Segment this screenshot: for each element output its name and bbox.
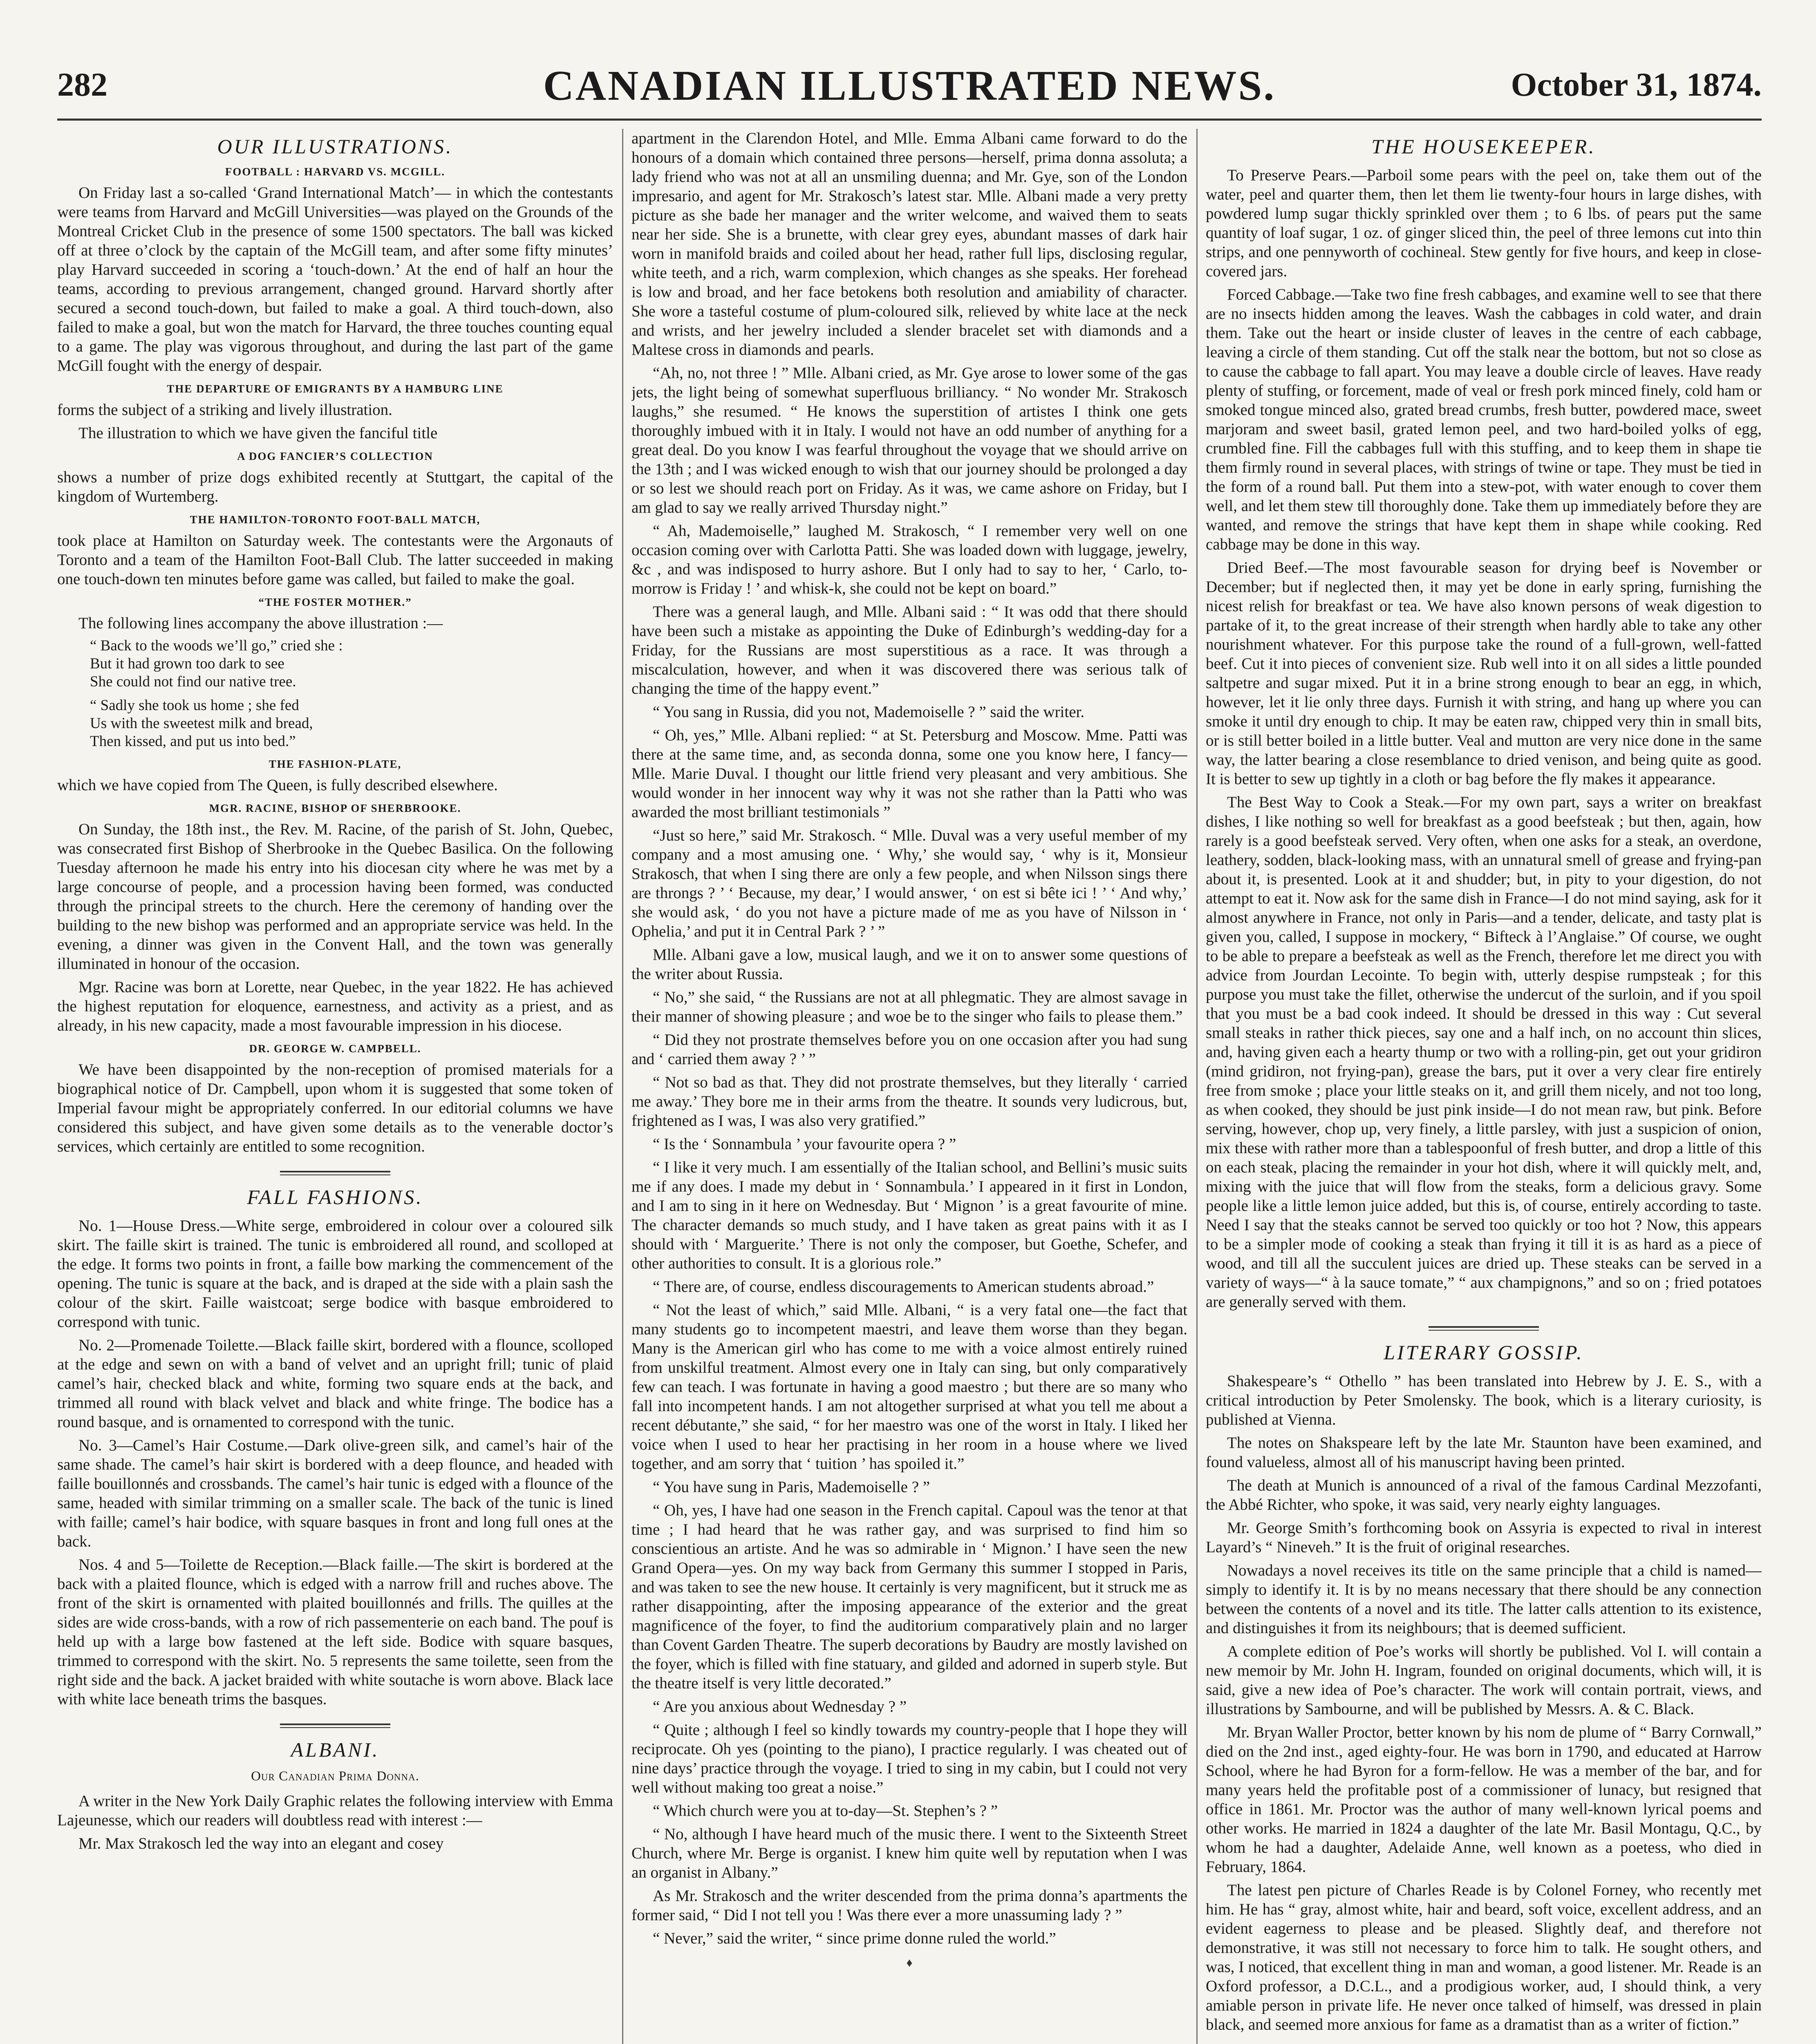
paragraph: On Friday last a so-called ‘Grand International Match’— in which the contestants were teams from Harvard and McGill Universities—was played on the Grounds of the Montreal Cricket Club in the presence of some 1500 spectators. The ball was kicked off at three o’clock by the captain of the McGill team, and after some fifty minutes’ play Harvard succeeded in scoring a ‘touch-down.’ At the end of half an hour the teams, according to previous arrangement, changed ground. Harvard shortly after secured a second touch-down, but failed to make a goal. A third touch-down, also failed to make a goal, but won the match for Harvard, the three touches counting equal to a game. The play was vigorous throughout, and during the last part of the game McGill fought with the energy of despair. [57, 184, 613, 374]
paragraph: “ Never,” said the writer, “ since prime donne ruled the world.” [653, 1930, 1056, 1947]
paragraph: “ Which church were you at to-day—St. Stephen’s ? ” [653, 1802, 998, 1820]
poem-stanza [90, 637, 613, 691]
paragraph: A writer in the New York Daily Graphic relates the following interview with Emma Lajeunesse, which our readers will doubtless read with interest :— [57, 1792, 613, 1829]
verse-line: She could not find our native tree. [90, 673, 296, 690]
paragraph: Shakespeare’s “ Othello ” has been translated into Hebrew by J. E. S., with a critical introduction by Peter Smolensky. The book, which is a literary curiosity, is published at Vienna. [1206, 1372, 1762, 1428]
masthead [57, 61, 1762, 110]
paragraph: A complete edition of Poe’s works will shortly be published. Vol I. will contain a new memoir by Mr. John H. Ingram, founded on original documents, which will, it is said, give a new idea of Poe’s character. The work will contain portrait, views, and illustrations by Sambourne, and will be published by Messrs. A. & C. Black. [1206, 1643, 1762, 1718]
paragraph: “ Not the least of which,” said Mlle. Albani, “ is a very fatal one—the fact that many students go to incompetent maestri, and leave them worse than they began. Many is the American girl who has come to me with a voice almost entirely ruined from unskilful treatment. Almost every one in Italy can sing, but only comparatively few can teach. I was fortunate in having a good maestro ; but there are so many who fall into incompetent hands. I am not altogether surprised at what you tell me about a recent débutante,” she said, “ for her maestro was one of the worst in Italy. I liked her voice when I used to hear her practising in her room in a house where we lived together, and am sorry that ‘ tuition ’ has spoiled it.” [631, 1301, 1187, 1472]
verse-line: “ Sadly she took us home ; she fed [90, 697, 299, 714]
paragraph: No. 1—House Dress.—White serge, embroidered in colour over a coloured silk skirt. The faille skirt is trained. The tunic is embroidered all round, and scolloped at the edge. It forms two points in front, a faille bow marking the commencement of the opening. The tunic is square at the back, and is draped at the side with a plain sash the colour of the skirt. Faille waistcoat; serge bodice with basque embroidered to correspond with tunic. [57, 1217, 613, 1331]
masthead-rule [57, 119, 1762, 121]
subheading: THE FASHION-PLATE, [269, 758, 402, 770]
paragraph: The following lines accompany the above illustration :— [78, 614, 443, 632]
paragraph: “ Oh, yes,” Mlle. Albani replied: “ at St. Petersburg and Moscow. Mme. Patti was there at the same time, and, as seconda donna, some one you know here, I fancy—Mlle. Marie Duval. I thought our little friend very pleasant and very ambitious. She would wonder in her innocent way why it was not she rather than la Patti who was awarded the most brilliant testimonials ” [631, 726, 1187, 821]
subheading: A DOG FANCIER’S COLLECTION [237, 450, 433, 462]
paragraph: Forced Cabbage.—Take two fine fresh cabbages, and examine well to see that there are no insects hidden among the leaves. Wash the cabbages in cold water, and drain them. Take out the heart or inside cluster of leaves in the centre of each cabbage, leaving a circle of them standing. Cut off the stalk near the bottom, but not so close as to cause the cabbage to fall apart. You may leave a double circle of leaves. Have ready plenty of stuffing, or forcement, made of veal or fresh pork minced finely, cold ham or smoked tongue minced also, grated bread crumbs, fresh butter, powdered mace, sweet marjoram and sweet basil, grated lemon peel, and two hard-boiled yolks of egg, crumbled fine. Fill the cabbages full with this stuffing, and to keep them in shape tie them firmly round in several places, with strings of twine or tape. They must be tied in the form of a round ball. Put them into a stew-pot, with water enough to cover them well, and let them stew till thoroughly done. Take them up immediately before they are wanted, and remove the strings that have kept them in shape while cooking. Red cabbage may be done in this way. [1206, 286, 1762, 553]
paragraph: Dried Beef.—The most favourable season for drying beef is November or December; but if neglected then, it may yet be done in early spring, furnishing the nicest relish for breakfast or tea. We have also known persons of weak digestion to partake of it, to the great increase of their strength when hardly able to take any other nourishment whatever. For this purpose take the round of a full-grown, well-fatted beef. Cut it into pieces of convenient size. Rub well into it on all sides a little pounded saltpetre and sugar mixed. Put it in a brine strong enough to bear an egg, in which, however, let it lie only three days. Furnish it with string, and hang up where you can smoke it until dry enough to chip. It may be eaten raw, chipped very thin in small bits, or is still better boiled in a little butter. Veal and mutton are very nice done in the same way, the latter bearing a close resemblance to dried venison, and being quite as good. It is better to sew up tightly in a cloth or bag before the fly makes it appearance. [1206, 559, 1762, 788]
newspaper-title: CANADIAN ILLUSTRATED NEWS. [543, 62, 1276, 109]
paragraph: Nowadays a novel receives its title on the same principle that a child is named—simply to identify it. It is by no means necessary that there should be any connection between the contents of a novel and its title. The latter calls attention to its existence, and distinguishes it from its neighbours; that is deemed sufficient. [1206, 1562, 1762, 1637]
paragraph: The notes on Shakspeare left by the late Mr. Staunton have been examined, and found valueless, almost all of his manuscript having been printed. [1206, 1434, 1762, 1471]
paragraph: “ Are you anxious about Wednesday ? ” [653, 1698, 907, 1715]
section-heading-literary-gossip: LITERARY GOSSIP. [1384, 1341, 1584, 1364]
paragraph: The latest pen picture of Charles Reade is by Colonel Forney, who recently met him. He has “ gray, almost white, hair and beard, soft voice, excellent address, and an evident eagerness to please and be pleased. Slightly deaf, and therefore not demonstrative, it was still not necessary to force him to talk. He sought others, and was, I noticed, that excellent thing in man and woman, a good listener. Mr. Reade is an Oxford professor, a D.C.L., and a prodigious worker, aud, I should think, a very amiable person in private life. He never once talked of himself, was dressed in plain black, and seemed more anxious for fame as a dramatist than as a writer of fiction.” [1206, 1881, 1762, 2033]
paragraph: “Ah, no, not three ! ” Mlle. Albani cried, as Mr. Gye arose to lower some of the gas jets, the light being of somewhat superfluous brilliancy. “ No wonder Mr. Strakosch laughs,” she resumed. “ He knows the superstition of artistes I think one gets thoroughly imbued with it in Italy. I would not have an odd number of anything for a great deal. Do you know I was fearful throughout the voyage that we should arrive on the 13th ; and I was wicked enough to wish that our journey should be prolonged a day or so lest we should reach port on Friday. As it was, we came ashore on Friday, but I am glad to say we really arrived Thursday night.” [631, 364, 1187, 516]
poem-stanza [90, 697, 613, 751]
column-1 [57, 129, 613, 2044]
paragraph: The illustration to which we have given the fanciful title [78, 424, 438, 442]
paragraph: “ Ah, Mademoiselle,” laughed M. Strakosch, “ I remember very well on one occasion coming over with Carlotta Patti. She was loaded down with luggage, jewelry, &c , and was indisposed to hurry ashore. But I only had to say to her, ‘ Carlo, to-morrow is Friday ! ’ and whisk-k, she could not be kept on board.” [631, 522, 1187, 597]
subheading: THE HAMILTON-TORONTO FOOT-BALL MATCH, [190, 513, 481, 526]
paragraph: “ Is the ‘ Sonnambula ’ your favourite opera ? ” [653, 1135, 956, 1153]
paragraph: “ I like it very much. I am essentially of the Italian school, and Bellini’s music suits me if any does. I made my debut in ‘ Sonnambula.’ I appeared in it first in London, and I am to sing in it here on Wednesday. But ‘ Mignon ’ is a great favourite of mine. The character demands so much study, and I have taken as great pains with it as I should with ‘ Marguerite.’ There is not only the composer, but Goethe, Schefer, and other authorities to consult. It is a glorious role.” [631, 1159, 1187, 1272]
paragraph: “ No, although I have heard much of the music there. I went to the Sixteenth Street Church, where Mr. Berge is organist. I knew him quite well by reputation when I was an organist in Albany.” [631, 1825, 1187, 1881]
paragraph: took place at Hamilton on Saturday week. The contestants were the Argonauts of Toronto and a team of the Hamilton Foot-Ball Club. The latter succeeded in making one touch-down ten minutes before game was called, but failed to make the goal. [57, 532, 613, 588]
paragraph: “ There are, of course, endless discouragements to American students abroad.” [653, 1278, 1154, 1295]
paragraph: Mr. Bryan Waller Proctor, better known by his nom de plume of “ Barry Cornwall,” died on the 2nd inst., aged eighty-four. He was born in 1790, and educated at Harrow School, where he had Byron for a form-fellow. He was a member of the bar, and for many years held the profitable post of a commissioner of lunacy, but resigned that office in 1861. Mr. Proctor was the author of many well-known lyrical poems and other works. He married in 1824 a daughter of the late Mr. Basil Montagu, Q.C., by whom he had a daughter, Adelaide Anne, well known as a poetess, who died in February, 1864. [1206, 1724, 1762, 1876]
paragraph: which we have copied from The Queen, is fully described elsewhere. [57, 776, 498, 794]
paragraph: Mgr. Racine was born at Lorette, near Quebec, in the year 1822. He has achieved the highest reputation for eloquence, earnestness, and activity as a priest, and as already, in his new capacity, made a most favourable impression in his diocese. [57, 978, 613, 1034]
subheading: DR. GEORGE W. CAMPBELL. [249, 1042, 421, 1055]
paragraph: Mr. Max Strakosch led the way into an elegant and cosey [78, 1835, 444, 1852]
paragraph: Mr. George Smith’s forthcoming book on Assyria is expected to rival in interest Layard’s “ Nineveh.” It is the fruit of original researches. [1206, 1519, 1762, 1556]
column-divider [1196, 129, 1198, 2044]
paragraph: “ Did they not prostrate themselves before you on one occasion after you had sung and ‘ carried them away ? ’ ” [631, 1031, 1187, 1068]
issue-date: October 31, 1874. [1511, 66, 1762, 103]
paragraph: Mlle. Albani gave a low, musical laugh, and we it on to answer some questions of the writer about Russia. [631, 946, 1187, 983]
paragraph: The Best Way to Cook a Steak.—For my own part, says a writer on breakfast dishes, I like nothing so well for breakfast as a good beefsteak ; but then, again, how rarely is a good beefsteak served. Very often, when one asks for a steak, an overdone, leathery, sodden, black-looking mass, with an unnatural smell of grease and frying-pan about it, is presented. Look at it and shudder; but, in pity to your digestion, do not attempt to eat it. Now ask for the same dish in France—I do not mind saying, ask for it almost anywhere in France, not only in Paris—and a tender, delicate, and tasty plat is given you, called, I suppose in mockery, “ Bifteck à l’Anglaise.” Of course, we ought to be able to prepare a beefsteak as well as the French, therefore let me direct you with advice from Jourdan Lecointe. To begin with, utterly despise rumpsteak ; for this purpose you must take the fillet, otherwise the undercut of the surloin, and if you spoil that you must be a bad cook indeed. It should be dressed in this way : Cut several small steaks in rather thick pieces, say one and a half inch, on no account thin slices, and, having given each a hearty thump or two with a rolling-pin, get out your gridiron (mind gridiron, not frying-pan), grease the bars, put it over a very clear fire entirely free from smoke ; place your little steaks on it, and grill them nicely, and not too long, as when cooked, they should be just pink inside—I do not mean raw, but pink. Before serving, however, chop up, very finely, a little parsley, with just a suspicion of onion, mix these with rather more than a tablespoonful of fresh butter, and drop a little of this on each steak, placing the remainder in your hot dish, where it will quickly melt, and, mixing with the juice that will flow from the steaks, form a delicious gravy. Some people like a little lemon juice added, but this is, of course, entirely according to taste. Need I say that the steaks cannot be served too quickly or too hot ? Now, this appears to be a simpler mode of cooking a steak than frying it till it is as hard as a piece of wood, and till all the succulent juices are dried up. These steaks can be served in a variety of ways—“ à la sauce tomate,” “ aux champignons,” and so on ; fried potatoes are generally served with them. [1206, 793, 1762, 1311]
paragraph: forms the subject of a striking and lively illustration. [57, 401, 392, 419]
page-number: 282 [57, 66, 107, 103]
paragraph: “ No,” she said, “ the Russians are not at all phlegmatic. They are almost savage in their manner of showing pleasure ; and woe be to the singer who fails to please them.” [631, 988, 1187, 1025]
paragraph: “ Oh, yes, I have had one season in the French capital. Capoul was the tenor at that time ; I had heard that he was rather gay, and was surprised to find him so conscientious an artiste. And he was so admirable in ‘ Mignon.’ I have seen the new Grand Opera—yes. On my way back from Germany this summer I stopped in Paris, and was taken to see the new house. It certainly is very magnificent, but it struck me as rather disappointing, after the imposing appearance of the exterior and the great magnificence of the foyer, to find the auditorium comparatively plain and no larger than Covent Garden Theatre. The superb decorations by Baudry are mostly lavished on the foyer, which is filled with fine statuary, and gilded and adorned in superb style. But the theatre itself is very little decorated.” [631, 1502, 1187, 1692]
verse-line: “ Back to the woods we’ll go,” cried she : [90, 637, 343, 654]
section-heading-albani: ALBANI. [291, 1738, 380, 1761]
paragraph: “ Not so bad as that. They did not prostrate themselves, but they literally ‘ carried me away.’ They bore me in their arms from the theatre. It sounds very ludicrous, but, frightened as I was, I was also very gratified.” [631, 1074, 1187, 1130]
section-heading-our-illustrations: OUR ILLUSTRATIONS. [217, 135, 453, 158]
subheading: Our Canadian Prima Donna. [251, 1769, 419, 1784]
paragraph: “Just so here,” said Mr. Strakosch. “ Mlle. Duval was a very useful member of my company and a most amusing one. ‘ Why,’ she would say, ‘ why is it, Monsieur Strakosch, that when I sing there are only a few people, and when Nilsson sings there are throngs ? ’ ‘ Because, my dear,’ I would answer, ‘ on est si bête ici ! ’ ‘ And why,’ she would ask, ‘ do you not have a picture made of me as you have of Nilsson in ‘ Ophelia,’ and put it in Central Park ? ’ ” [631, 827, 1187, 940]
paragraph: There was a general laugh, and Mlle. Albani said : “ It was odd that there should have been such a mistake as appointing the Duke of Edinburgh’s wedding-day for a Friday, for the Russians are most superstitious as a race. It was through a miscalculation, however, and when it was discovered there was serious talk of changing the time of the happy event.” [631, 603, 1187, 697]
column-3 [1206, 129, 1762, 2044]
paragraph: To Preserve Pears.—Parboil some pears with the peel on, take them out of the water, peel and quarter them, then let them lie twenty-four hours in large dishes, with powdered lump sugar thickly sprinkled over them ; to 6 lbs. of pears put the same quantity of loaf sugar, 1 oz. of ginger sliced thin, the peel of three lemons cut into thin strips, and one pennyworth of cochineal. Stew gently for five hours, and keep in close-covered jars. [1206, 166, 1762, 280]
subheading: FOOTBALL : HARVARD VS. MCGILL. [225, 166, 446, 178]
paragraph: On Sunday, the 18th inst., the Rev. M. Racine, of the parish of St. John, Quebec, was consecrated first Bishop of Sherbrooke in the Quebec Basilica. On the following Tuesday afternoon he made his entry into his diocesan city where he was met by a large concourse of people, and a procession having been formed, was conducted through the principal streets to the church. Here the ceremony of handing over the building to the new bishop was performed and an appropriate service was held. In the evening, a dinner was given in the Convent Hall, and the town was generally illuminated in honour of the occasion. [57, 820, 613, 973]
verse-line: Then kissed, and put us into bed.” [90, 733, 296, 750]
section-separator [280, 1171, 390, 1175]
subheading: MGR. RACINE, BISHOP OF SHERBROOKE. [209, 802, 461, 814]
paragraph: shows a number of prize dogs exhibited recently at Stuttgart, the capital of the kingdom of Wurtemberg. [57, 468, 613, 505]
paragraph: As Mr. Strakosch and the writer descended from the prima donna’s apartments the former said, “ Did I not tell you ! Was there ever a more unassuming lady ? ” [631, 1887, 1187, 1924]
paragraph: No. 3—Camel’s Hair Costume.—Dark olive-green silk, and camel’s hair of the same shade. The camel’s hair skirt is bordered with a deep flounce, and headed with faille bouillonnés and crossbands. The camel’s hair tunic is edged with a flounce of the same, headed with similar trimming on a smaller scale. The back of the tunic is lined with faille; camel’s hair bodice, with square basques in front and long full ones at the back. [57, 1437, 613, 1550]
column-2 [631, 129, 1187, 2044]
paragraph: “ You have sung in Paris, Mademoiselle ? ” [653, 1478, 930, 1496]
paragraph: Nos. 4 and 5—Toilette de Reception.—Black faille.—The skirt is bordered at the back with a plaited flounce, which is edged with a narrow frill and ruches above. The front of the skirt is ornamented with plaited bouillonnés and frills. The quilles at the sides are wide cross-bands, with a row of rich passementerie on each band. The pouf is held up with a large bow fastened at the left side. Bodice with square basques, trimmed to correspond with the skirt. No. 5 represents the same toilette, seen from the right side and the back. A jacket braided with white soutache is worn above. Black lace with white lace beneath trims the basques. [57, 1556, 613, 1708]
section-heading-fall-fashions: FALL FASHIONS. [247, 1186, 423, 1208]
section-heading-housekeeper: THE HOUSEKEEPER. [1371, 135, 1596, 158]
paragraph: No. 2—Promenade Toilette.—Black faille skirt, bordered with a flounce, scolloped at the edge and sewn on with a band of velvet and an upright frill; tunic of plaid camel’s hair, checked black and white, forming two square ends at the back, and trimmed all round with black velvet and black and white fringe. The bodice has a round basque, and is ornamented to correspond with the tunic. [57, 1336, 613, 1431]
verse-line: But it had grown too dark to see [90, 655, 284, 672]
section-separator [280, 1724, 390, 1728]
paragraph: “ You sang in Russia, did you not, Mademoiselle ? ” said the writer. [653, 703, 1085, 721]
paragraph: “ Quite ; although I feel so kindly towards my country-people that I hope they will reciprocate. Oh yes (pointing to the piano), I practice regularly. I was cheated out of nine days’ practice through the voyage. I tried to sing in my cabin, but I could not very well without making too great a noise.” [631, 1721, 1187, 1796]
section-separator [1429, 1326, 1539, 1331]
end-ornament: ♦ [906, 1956, 913, 1970]
verse-line: Us with the sweetest milk and bread, [90, 715, 313, 732]
paragraph: The death at Munich is announced of a rival of the famous Cardinal Mezzofanti, the Abbé Richter, who spoke, it was said, very nearly eighty languages. [1206, 1477, 1762, 1513]
paragraph: apartment in the Clarendon Hotel, and Mlle. Emma Albani came forward to do the honours of a domain which contained three persons—herself, prima donna assoluta; a lady friend who was not at all an unsmiling duenna; and Mr. Gye, son of the London impresario, and agent for Mr. Strakosch’s latest star. Mlle. Albani made a very pretty picture as she bade her manager and the writer welcome, and waived them to seats near her side. She is a brunette, with clear grey eyes, abundant masses of dark hair worn in manifold braids and coiled about her head, rather full lips, disclosing regular, white teeth, and a rich, warm complexion, which changes as she speaks. Her forehead is low and broad, and her face betokens both resolution and amiability of character. She wore a tasteful costume of plum-coloured silk, relieved by white lace at the neck and wrists, and her jewelry included a slender bracelet set with diamonds and a Maltese cross in diamonds and pearls. [631, 130, 1187, 359]
subheading: THE DEPARTURE OF EMIGRANTS BY A HAMBURG LINE [167, 383, 504, 395]
paragraph: We have been disappointed by the non-reception of promised materials for a biographical notice of Dr. Campbell, upon whom it is suggested that some token of Imperial favour might be appropriately conferred. In our editorial columns we have considered this subject, and have given some details as to the venerable doctor’s services, which certainly are entitled to some recognition. [57, 1061, 613, 1155]
subheading: “THE FOSTER MOTHER.” [258, 596, 412, 608]
column-divider [622, 129, 623, 2044]
